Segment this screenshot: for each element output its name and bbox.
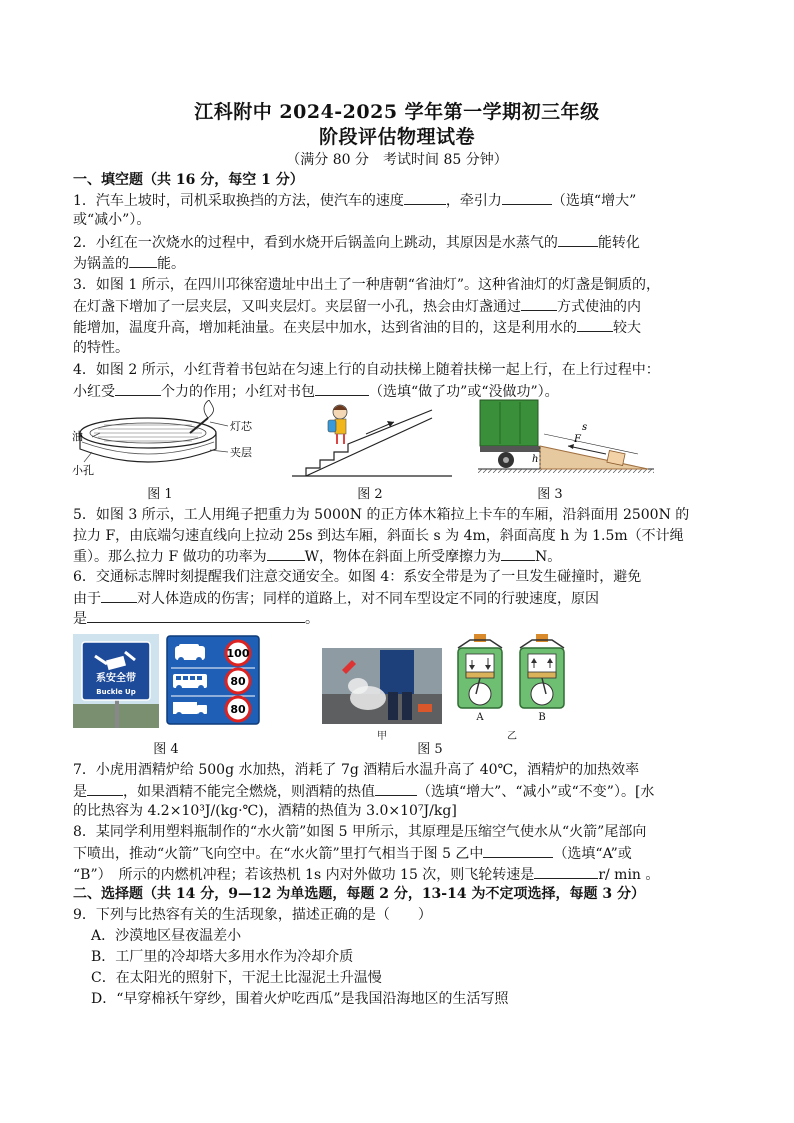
engine-label-A: A (476, 712, 484, 723)
q9-option-d[interactable]: D．“早穿棉袄午穿纱，围着火炉吃西瓜”是我国沿海地区的生活写照 (91, 991, 509, 1007)
q7-text-c: ，如果酒精不能完全燃烧，则酒精的热值 (123, 784, 375, 800)
question-6-line-3 (73, 608, 319, 629)
truck-box-icon (480, 400, 538, 446)
figure-1-caption: 图 1 (147, 487, 173, 502)
q3-text-b: 在灯盏下增加了一层夹层，又叫夹层灯。夹层留一小孔，热会由灯盏通过 (73, 299, 521, 315)
question-5-line-2 (73, 526, 684, 546)
q2-text-d: 能。 (157, 256, 185, 272)
question-5-line-3 (73, 546, 561, 567)
label-h: h (532, 454, 539, 465)
q4-blank-1[interactable] (115, 381, 161, 396)
label-F: F (574, 434, 581, 445)
q6-text-c: 对人体造成的伤害；同样的道路上，对不同车型设定不同的行驶速度，原因 (137, 591, 599, 607)
figure-1-oil-lamp (70, 400, 270, 480)
q5-text-d: W，物体在斜面上所受摩擦力为 (304, 549, 502, 565)
q1-blank-2[interactable] (502, 190, 552, 205)
question-3-line-2 (73, 296, 641, 317)
question-8-line-1 (73, 822, 646, 842)
label-hole: 小孔 (72, 464, 94, 477)
q7-text-b: 是 (73, 784, 87, 800)
q7-blank-1[interactable] (87, 781, 123, 796)
ramp-icon (540, 446, 648, 469)
q2-text-a: 2．小红在一次烧水的过程中，看到水烧开后锅盖向上跳动，其原因是水蒸气的 (73, 235, 558, 251)
q8-text-a: 8．某同学利用塑料瓶制作的“水火箭”如图 5 甲所示，其原理是压缩空气使水从“火箭”尾部向 (73, 824, 647, 840)
q3-text-a: 3．如图 1 所示，在四川邛徕窑遗址中出土了一种唐朝“省油灯”。这种省油灯的灯盏是铜质的， (73, 277, 661, 293)
backpack-icon (328, 420, 336, 432)
piston-icon (466, 672, 494, 678)
q5-blank-1[interactable] (267, 546, 305, 561)
q4-blank-2[interactable] (315, 381, 369, 396)
q6-text-b: 由于 (73, 591, 101, 607)
q8-blank-1[interactable] (483, 843, 553, 858)
q3-text-c: 方式使油的内 (557, 299, 641, 315)
q3-text-d: 能增加，温度升高，增加耗油量。在夹层中加水，达到省油的目的，这是利用水的 (73, 320, 577, 336)
question-9-stem: 9．下列与比热容有关的生活现象，描述正确的是（ ） (73, 907, 432, 923)
q9-option-b[interactable]: B．工厂里的冷却塔大多用水作为冷却介质 (91, 949, 354, 965)
q5-blank-2[interactable] (501, 546, 535, 561)
q5-text-b: 拉力 F，由底端匀速直线向上拉动 25s 到达车厢，斜面长 s 为 4m，斜面高度 h 为 1.5m（不计绳 (73, 528, 684, 544)
speed-limit-car: 100 (226, 647, 250, 660)
question-3-line-3 (73, 317, 641, 338)
q2-blank-2[interactable] (129, 253, 157, 268)
q5-text-e: N。 (535, 549, 562, 565)
q8-blank-2[interactable] (534, 864, 598, 879)
q4-text-a: 4．如图 2 所示，小红背着书包站在匀速上行的自动扶梯上随着扶梯一起上行，在上行过程中： (73, 362, 660, 378)
q2-blank-1[interactable] (558, 232, 598, 247)
section-2-heading: 二、选择题（共 14 分，9—12 为单选题，每题 2 分，13-14 为不定项选择，每题 3 分） (73, 886, 645, 902)
person-icon (380, 650, 414, 694)
q1-text-a: 1．汽车上坡时，司机采取换挡的方法，使汽车的速度 (73, 193, 404, 209)
q8-text-c: （选填“A”或 (553, 846, 632, 862)
figure-5-label-yi: 乙 (507, 731, 517, 742)
figure-2-escalator (292, 398, 457, 480)
escalator-steps-icon (306, 410, 432, 476)
figure-3-truck-ramp (478, 398, 658, 480)
flame-icon (204, 400, 214, 418)
question-2-line-2 (73, 253, 185, 274)
question-5-line-1 (73, 505, 689, 525)
oil-surface-icon (94, 425, 202, 441)
piston-icon (528, 672, 556, 678)
speed-limit-bus: 80 (230, 675, 246, 688)
sign-text-en: Buckle Up (96, 688, 136, 696)
q7-text-d: （选填“增大”、“减小”或“不变”）。[水 (417, 784, 655, 800)
exam-title: 江科附中 2024-2025 学年第一学期初三年级 (194, 101, 600, 123)
q1-blank-1[interactable] (404, 190, 446, 205)
ground-hatch (478, 469, 654, 473)
question-7-line-2 (73, 781, 654, 802)
q5-text-a: 5．如图 3 所示，工人用绳子把重力为 5000N 的正方体木箱拉上卡车的车厢，沿斜面用 2500N 的 (73, 507, 690, 523)
label-s: s (582, 422, 588, 433)
q9-option-a[interactable]: A．沙漠地区昼夜温差小 (91, 928, 242, 944)
q3-text-f: 的特性。 (73, 340, 129, 356)
question-3-line-1 (73, 275, 660, 295)
q8-text-b: 下喷出，推动“火箭”飞向空中。在“水火箭”里打气相当于图 5 乙中 (73, 846, 484, 862)
q7-text-a: 7．小虎用酒精炉给 500g 水加热，消耗了 7g 酒精后水温升高了 40℃，酒精炉的加热效率 (73, 762, 640, 778)
q7-blank-2[interactable] (375, 781, 417, 796)
question-6-line-2 (73, 588, 599, 609)
q1-text-c: （选填“增大” (551, 193, 637, 209)
engine-stroke-B (512, 634, 572, 718)
q4-text-b: 小红受 (73, 384, 115, 400)
q4-text-c: 个力的作用；小红对书包 (161, 384, 315, 400)
q6-text-e: 。 (305, 611, 319, 627)
engine-label-B: B (538, 712, 546, 723)
speed-limit-truck: 80 (230, 703, 246, 716)
question-1-line-2 (73, 210, 150, 230)
q6-blank-2[interactable] (87, 608, 305, 623)
label-wick: 灯芯 (230, 420, 252, 433)
figure-4-caption: 图 4 (153, 742, 179, 757)
exam-subtitle: 阶段评估物理试卷 (318, 126, 475, 148)
figure-5-caption: 图 5 (417, 742, 443, 757)
figure-5-label-jia: 甲 (377, 731, 387, 742)
sign-text-cn: 系安全带 (96, 673, 136, 684)
q1-text-b: ，牵引力 (445, 193, 502, 209)
engine-stroke-A (450, 634, 510, 718)
q5-text-c: 重）。那么拉力 F 做功的功率为 (73, 549, 267, 565)
q6-blank-1[interactable] (101, 588, 137, 603)
q1-text-d: 或“减小”）。 (73, 212, 151, 228)
question-7-line-3 (73, 801, 457, 821)
section-1-heading: 一、填空题（共 16 分，每空 1 分） (73, 172, 304, 188)
wick-icon (190, 418, 208, 433)
q6-text-d: 是 (73, 611, 87, 627)
question-1-line-1 (73, 190, 636, 211)
q7-text-e: 的比热容为 4.2×10³J/(kg·℃)，酒精的热值为 3.0×10⁷J/kg] (73, 803, 457, 819)
q2-text-c: 为锅盖的 (73, 256, 129, 272)
q4-text-d: （选填“做了功”或“没做功”）。 (369, 384, 559, 400)
question-2-line-1 (73, 232, 640, 253)
label-interlayer: 夹层 (230, 446, 252, 459)
q3-text-e: 较大 (613, 320, 641, 336)
q3-blank-1[interactable] (521, 296, 557, 311)
figure-4-traffic-signs (73, 634, 261, 728)
q8-text-d: “B”） 所示的内燃机冲程；若该热机 1s 内对外做功 15 次，则飞轮转速是 (73, 867, 535, 883)
question-8-line-2 (73, 843, 632, 864)
question-8-line-3 (73, 864, 659, 885)
question-7-line-1 (73, 760, 639, 780)
question-6-line-1 (73, 567, 641, 587)
q2-text-b: 能转化 (597, 235, 640, 251)
question-4-line-1 (73, 360, 660, 380)
figure-5-water-rocket-photo (322, 648, 442, 724)
figure-3-caption: 图 3 (537, 487, 563, 502)
q3-blank-2[interactable] (577, 317, 613, 332)
q6-text-a: 6．交通标志牌时刻提醒我们注意交通安全。如图 4：系安全带是为了一旦发生碰撞时，避免 (73, 569, 642, 585)
figure-2-caption: 图 2 (357, 487, 383, 502)
question-3-line-4 (73, 338, 129, 358)
q8-text-e: r/ min 。 (598, 867, 660, 883)
label-oil: 油 (72, 430, 83, 443)
q9-option-c[interactable]: C．在太阳光的照射下，干泥土比湿泥土升温慢 (91, 970, 382, 986)
exam-meta: （满分 80 分 考试时间 85 分钟） (286, 152, 508, 168)
girl-body-icon (335, 419, 346, 434)
